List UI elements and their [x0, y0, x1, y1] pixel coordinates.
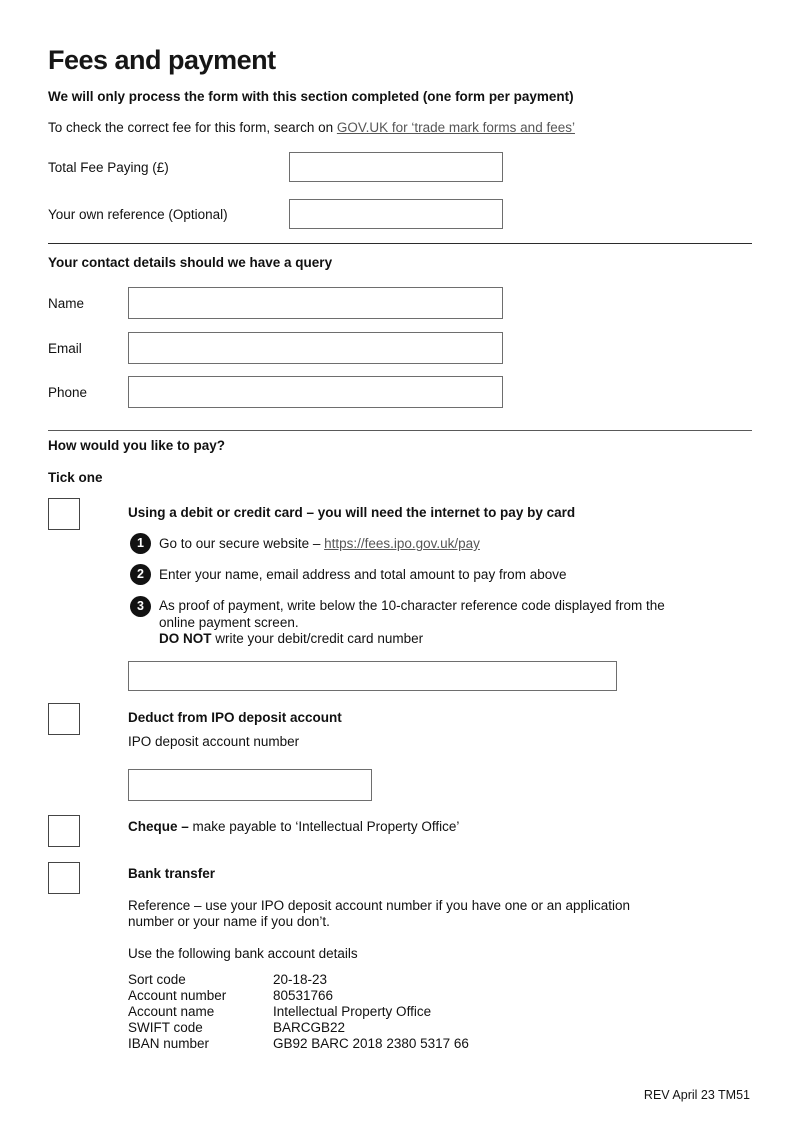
total-fee-row	[48, 152, 752, 182]
account-number-value: 80531766	[273, 987, 334, 1003]
do-not-rest: write your debit/credit card number	[211, 631, 424, 646]
bank-transfer-option	[48, 862, 752, 1052]
email-input[interactable]	[128, 332, 503, 364]
deposit-option-content	[128, 703, 752, 801]
bank-details-table	[128, 972, 752, 1052]
payment-reference-input[interactable]	[128, 661, 617, 691]
bank-use-details: Use the following bank account details	[128, 945, 358, 961]
process-note: We will only process the form with this section completed (one form per payment)	[48, 89, 574, 104]
iban-number-value: GB92 BARC 2018 2380 5317 66	[273, 1035, 469, 1051]
trade-mark-fees-link[interactable]: GOV.UK for ‘trade mark forms and fees’	[336, 120, 575, 135]
cheque-rest: make payable to ‘Intellectual Property Office’	[188, 818, 460, 834]
account-number-label: Account number	[128, 987, 227, 1003]
bank-option-content	[128, 862, 752, 1052]
sort-code-value: 20-18-23	[273, 971, 328, 987]
card-step-2	[128, 564, 752, 585]
fee-check-note	[48, 120, 752, 136]
bank-detail-row	[128, 972, 752, 988]
tick-one-label: Tick one	[48, 470, 103, 485]
bank-detail-row	[128, 1020, 752, 1036]
own-reference-row	[48, 199, 752, 229]
name-row	[48, 287, 752, 319]
bank-detail-row	[128, 1004, 752, 1020]
fee-check-text: To check the correct fee for this form, search on	[48, 120, 337, 135]
card-step-3	[128, 596, 752, 648]
name-input[interactable]	[128, 287, 503, 319]
deposit-account-label: IPO deposit account number	[128, 733, 300, 749]
cheque-option	[48, 815, 752, 847]
cheque-bold: Cheque –	[128, 818, 189, 834]
deposit-option-checkbox[interactable]	[48, 703, 80, 735]
email-label: Email	[48, 340, 82, 356]
deposit-account-option	[48, 703, 752, 801]
card-step-3-text	[159, 596, 689, 648]
card-option-checkbox[interactable]	[48, 498, 80, 530]
form-revision-footer: REV April 23 TM51	[643, 1088, 750, 1102]
own-reference-label: Your own reference (Optional)	[48, 206, 228, 222]
contact-heading: Your contact details should we have a query	[48, 255, 333, 270]
card-option-content	[128, 498, 752, 691]
bank-option-heading: Bank transfer	[128, 865, 216, 881]
card-payment-option	[48, 498, 752, 691]
section-divider-2	[48, 430, 752, 431]
cheque-option-checkbox[interactable]	[48, 815, 80, 847]
do-not-bold: DO NOT	[159, 631, 212, 646]
phone-label: Phone	[48, 384, 88, 400]
step-1-badge-icon: 1	[130, 533, 151, 554]
fees-pay-url-link[interactable]: https://fees.ipo.gov.uk/pay	[324, 536, 480, 551]
payment-heading: How would you like to pay?	[48, 438, 226, 453]
bank-detail-row	[128, 1036, 752, 1052]
card-option-heading: Using a debit or credit card – you will need the internet to pay by card	[128, 505, 576, 520]
card-step-1	[128, 533, 752, 554]
step-2-badge-icon: 2	[130, 564, 151, 585]
phone-row	[48, 376, 752, 408]
phone-input[interactable]	[128, 376, 503, 408]
card-step-1-text	[159, 535, 480, 552]
account-name-value: Intellectual Property Office	[273, 1003, 432, 1019]
bank-detail-row	[128, 988, 752, 1004]
bank-reference-note: Reference – use your IPO deposit account number if you have one or an application number or your name if you don’t.	[128, 897, 631, 929]
swift-code-label: SWIFT code	[128, 1019, 203, 1035]
deposit-option-heading: Deduct from IPO deposit account	[128, 709, 342, 725]
deposit-account-input[interactable]	[128, 769, 372, 801]
account-name-label: Account name	[128, 1003, 215, 1019]
email-row	[48, 332, 752, 364]
card-step-3-warning	[159, 631, 689, 648]
step-3-badge-icon: 3	[130, 596, 151, 617]
card-step-3-instruction: As proof of payment, write below the 10-character reference code displayed from the online payment screen.	[159, 598, 665, 630]
section-divider	[48, 243, 752, 244]
swift-code-value: BARCGB22	[273, 1019, 346, 1035]
card-step-1-prefix: Go to our secure website –	[159, 536, 325, 551]
sort-code-label: Sort code	[128, 971, 186, 987]
total-fee-input[interactable]	[289, 152, 503, 182]
iban-number-label: IBAN number	[128, 1035, 210, 1051]
name-label: Name	[48, 295, 85, 311]
page-title: Fees and payment	[48, 45, 276, 75]
bank-option-checkbox[interactable]	[48, 862, 80, 894]
cheque-option-content	[128, 815, 752, 835]
card-step-2-text: Enter your name, email address and total amount to pay from above	[159, 567, 567, 582]
total-fee-label: Total Fee Paying (£)	[48, 159, 169, 175]
cheque-option-text	[128, 819, 752, 835]
own-reference-input[interactable]	[289, 199, 503, 229]
